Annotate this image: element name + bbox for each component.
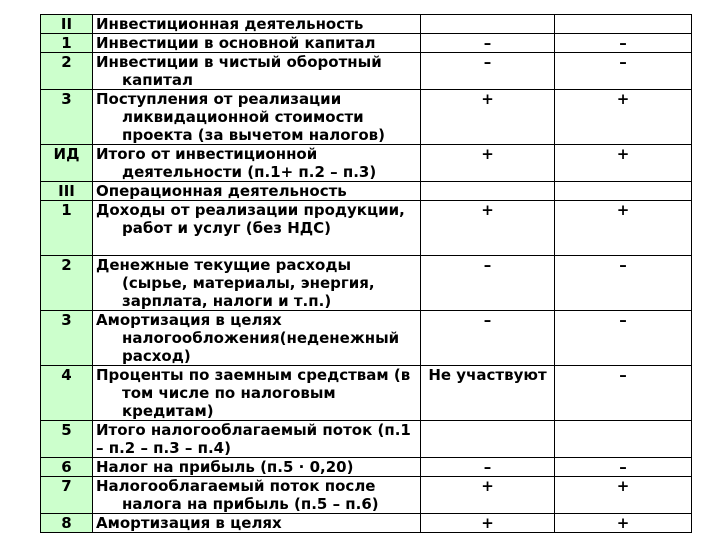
row-number: 8: [61, 514, 72, 532]
table-row: [41, 256, 692, 311]
row-name: Амортизация в целях налогообложения(неденежный расход): [96, 311, 400, 365]
value-cell-1: [421, 514, 555, 533]
value-cell-2: [555, 514, 692, 533]
row-name: Денежные текущие расходы (сырье, материалы, энергия, зарплата, налоги и т.п.): [96, 256, 375, 310]
value-1: +: [481, 477, 494, 495]
value-cell-1: [421, 421, 555, 458]
value-cell-1: [421, 182, 555, 201]
value-cell-1: [421, 145, 555, 182]
row-number-cell: [41, 90, 93, 145]
value-2: –: [619, 311, 627, 329]
value-cell-2: [555, 366, 692, 421]
row-name-cell: [93, 366, 421, 421]
value-cell-1: [421, 311, 555, 366]
value-2: +: [616, 514, 630, 532]
row-name-cell: [93, 311, 421, 366]
table-row: [41, 53, 692, 90]
row-number: 2: [61, 53, 72, 71]
row-number-cell: [41, 458, 93, 477]
row-number-cell: [41, 15, 93, 34]
value-cell-1: [421, 34, 555, 53]
row-number: 1: [61, 34, 72, 52]
row-name-cell: [93, 34, 421, 53]
row-name-cell: [93, 256, 421, 311]
table-row: [41, 145, 692, 182]
value-cell-2: [555, 311, 692, 366]
row-name: Итого от инвестиционной деятельности (п.1+ п.2 – п.3): [96, 145, 377, 181]
value-1: –: [483, 458, 492, 476]
value-cell-2: [555, 421, 692, 458]
value-1: –: [483, 34, 492, 52]
row-number: 3: [61, 90, 72, 108]
row-name-cell: [93, 90, 421, 145]
value-1: +: [481, 145, 494, 163]
value-cell-2: [555, 145, 692, 182]
row-name: Операционная деятельность: [96, 182, 347, 200]
table-row: [41, 34, 692, 53]
row-name: Налогооблагаемый поток после налога на прибыль (п.5 – п.6): [96, 477, 379, 513]
table-row: [41, 90, 692, 145]
row-number-cell: [41, 256, 93, 311]
row-number-cell: [41, 201, 93, 256]
row-name: Доходы от реализации продукции, работ и услуг (без НДС): [96, 201, 405, 237]
value-cell-1: [421, 53, 555, 90]
value-cell-1: [421, 477, 555, 514]
value-2: –: [619, 256, 627, 274]
value-1: –: [483, 53, 492, 71]
value-cell-2: [555, 477, 692, 514]
table-row: [41, 311, 692, 366]
value-cell-2: [555, 458, 692, 477]
cash-flow-table: [40, 14, 692, 533]
value-2: +: [616, 90, 630, 108]
row-name: Амортизация в целях: [96, 514, 282, 532]
row-name-cell: [93, 514, 421, 533]
table-row: [41, 458, 692, 477]
value-2: –: [619, 34, 627, 52]
value-2: –: [619, 366, 627, 384]
row-name: Инвестиции в основной капитал: [96, 34, 376, 52]
row-name: Инвестиции в чистый оборотный капитал: [96, 53, 382, 89]
row-number: III: [58, 182, 75, 200]
table-row: [41, 15, 692, 34]
row-number: ИД: [53, 145, 80, 163]
row-number-cell: [41, 34, 93, 53]
value-cell-2: [555, 201, 692, 256]
row-number: 7: [61, 477, 72, 495]
row-name: Проценты по заемным средствам (в том числе по налоговым кредитам): [96, 366, 411, 420]
row-name-cell: [93, 145, 421, 182]
row-name: Инвестиционная деятельность: [96, 15, 364, 33]
value-1: +: [481, 514, 494, 532]
table-row: [41, 421, 692, 458]
value-cell-1: [421, 458, 555, 477]
row-number-cell: [41, 145, 93, 182]
value-2: –: [619, 53, 627, 71]
row-number-cell: [41, 421, 93, 458]
value-2: +: [616, 201, 630, 219]
value-1: +: [481, 201, 494, 219]
value-1: –: [483, 256, 492, 274]
row-number: 4: [61, 366, 72, 384]
cash-flow-table-body: [41, 15, 692, 533]
value-cell-2: [555, 90, 692, 145]
row-name-cell: [93, 458, 421, 477]
value-cell-1: [421, 90, 555, 145]
value-1: Не участвуют: [428, 366, 547, 384]
row-name-cell: [93, 15, 421, 34]
value-cell-1: [421, 366, 555, 421]
value-cell-1: [421, 15, 555, 34]
row-number-cell: [41, 53, 93, 90]
table-row: [41, 182, 692, 201]
value-cell-1: [421, 256, 555, 311]
value-cell-2: [555, 182, 692, 201]
row-number: 3: [61, 311, 72, 329]
value-2: –: [619, 458, 627, 476]
value-cell-2: [555, 256, 692, 311]
row-number: 2: [61, 256, 72, 274]
row-number: 6: [61, 458, 72, 476]
row-number-cell: [41, 366, 93, 421]
value-1: +: [481, 90, 494, 108]
row-name-cell: [93, 182, 421, 201]
row-number: 5: [61, 421, 72, 439]
value-cell-1: [421, 201, 555, 256]
row-name-cell: [93, 477, 421, 514]
row-number-cell: [41, 311, 93, 366]
value-cell-2: [555, 15, 692, 34]
row-name: Налог на прибыль (п.5 · 0,20): [96, 458, 354, 476]
value-2: +: [616, 477, 630, 495]
row-number: II: [60, 15, 73, 33]
row-name-cell: [93, 53, 421, 90]
value-cell-2: [555, 34, 692, 53]
row-number-cell: [41, 477, 93, 514]
row-name: Поступления от реализации ликвидационной стоимости проекта (за вычетом налогов): [96, 90, 385, 144]
row-number-cell: [41, 514, 93, 533]
value-1: –: [483, 311, 492, 329]
row-name-cell: [93, 201, 421, 256]
row-number: 1: [61, 201, 72, 219]
table-row: [41, 514, 692, 533]
row-name: Итого налогооблагаемый поток (п.1 – п.2 – п.3 – п.4): [96, 421, 411, 457]
table-row: [41, 477, 692, 514]
value-2: +: [616, 145, 630, 163]
row-number-cell: [41, 182, 93, 201]
value-cell-2: [555, 53, 692, 90]
row-name-cell: [93, 421, 421, 458]
table-row: [41, 366, 692, 421]
table-row: [41, 201, 692, 256]
